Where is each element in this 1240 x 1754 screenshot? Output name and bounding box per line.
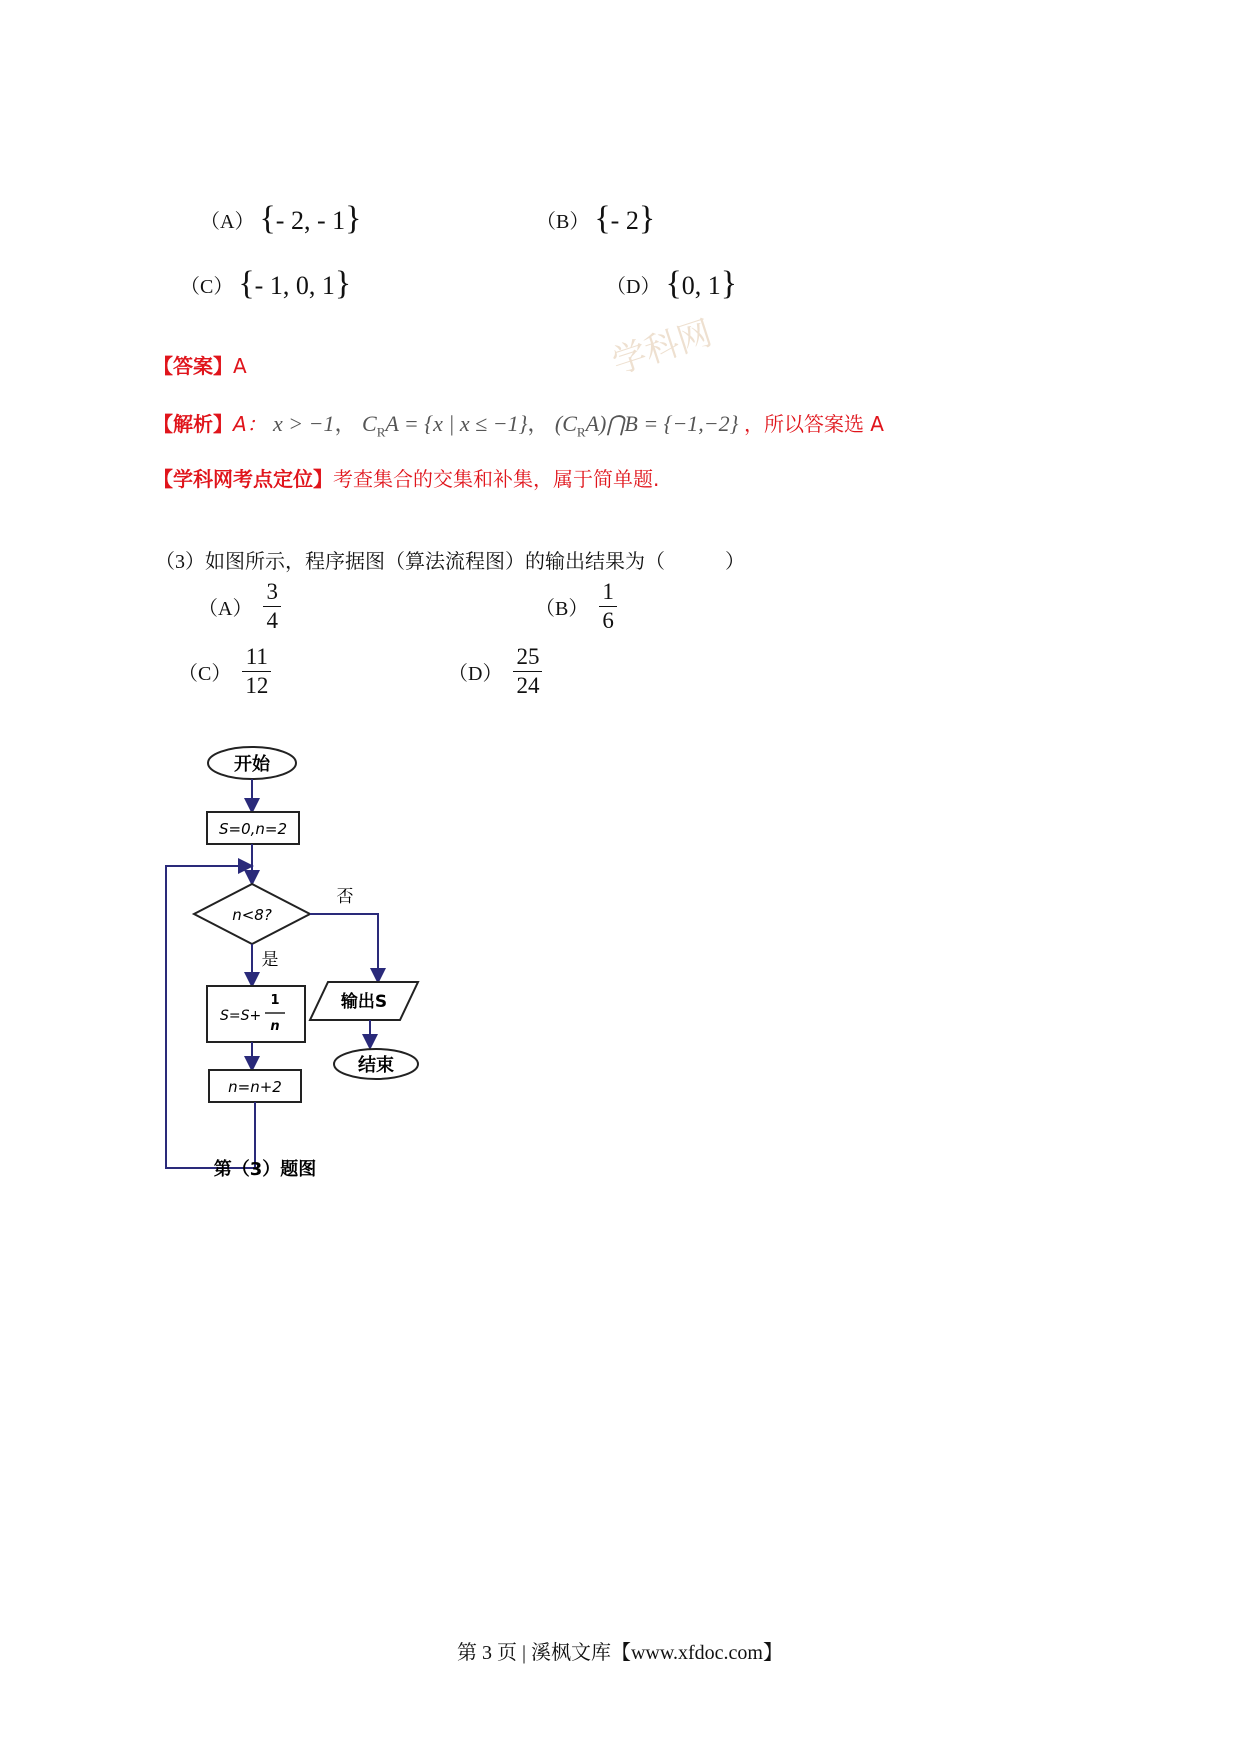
flow-no-label: 否 xyxy=(336,887,354,907)
analysis-line: 【解析】A： x > −1， $C_RA = \{x$ | x ≤ −1}， $(C_RA)⋂B = \{-1,-2\}$ ，所以答案选 A xyxy=(153,411,884,440)
flow-init-text: S=0,n=2 xyxy=(218,820,288,838)
page-footer: 第 3 页 | 溪枫文库【www.xfdoc.com】 xyxy=(456,1642,783,1664)
flow-end-text: 结束 xyxy=(358,1055,394,1076)
flow-yes-label: 是 xyxy=(261,950,279,970)
watermark: 学科网 xyxy=(607,313,717,383)
flow-update-s-den: n xyxy=(270,1019,280,1034)
q3-option-c: （C） $\frac{11}{12}$ xyxy=(178,643,271,699)
key-point-tag: 【学科网考点定位】 xyxy=(153,467,333,491)
answer-line xyxy=(153,350,247,379)
flow-update-s-num: 1 xyxy=(270,993,280,1008)
q2-option-c: （C） {- 1, 0, 1} xyxy=(180,265,352,302)
flow-start-text: 开始 xyxy=(234,754,270,775)
answer-value: A xyxy=(233,354,247,378)
answer-tag: 【答案】 xyxy=(153,354,233,378)
flow-decision-text: n<8? xyxy=(232,906,272,924)
analysis-tag: 【解析】 xyxy=(153,412,233,436)
q2-option-b: （B） {- 2} xyxy=(536,200,656,237)
q3-stem: （3）如图所示，程序据图（算法流程图）的输出结果为（ ） xyxy=(155,551,745,573)
key-point-text: 考查集合的交集和补集，属于简单题. xyxy=(333,467,660,491)
q3-option-b: （B） $\frac{1}{6}$ xyxy=(535,578,617,634)
q3-option-a: （A） $\frac{3}{4}$ xyxy=(198,578,281,634)
flowchart-caption: 第（3）题图 xyxy=(213,1159,317,1180)
q3-option-d: （D） $\frac{25}{24}$ xyxy=(448,643,542,699)
flow-update-n-text: n=n+2 xyxy=(228,1078,282,1096)
key-point-line xyxy=(153,463,659,492)
flow-update-s-text: S=S+ xyxy=(220,1008,262,1024)
flow-output-text: 输出S xyxy=(340,992,388,1012)
flowchart xyxy=(150,740,460,1200)
q2-option-a: （A） {- 2, - 1} xyxy=(200,200,362,237)
q2-option-d: （D） {0, 1} xyxy=(606,265,738,302)
